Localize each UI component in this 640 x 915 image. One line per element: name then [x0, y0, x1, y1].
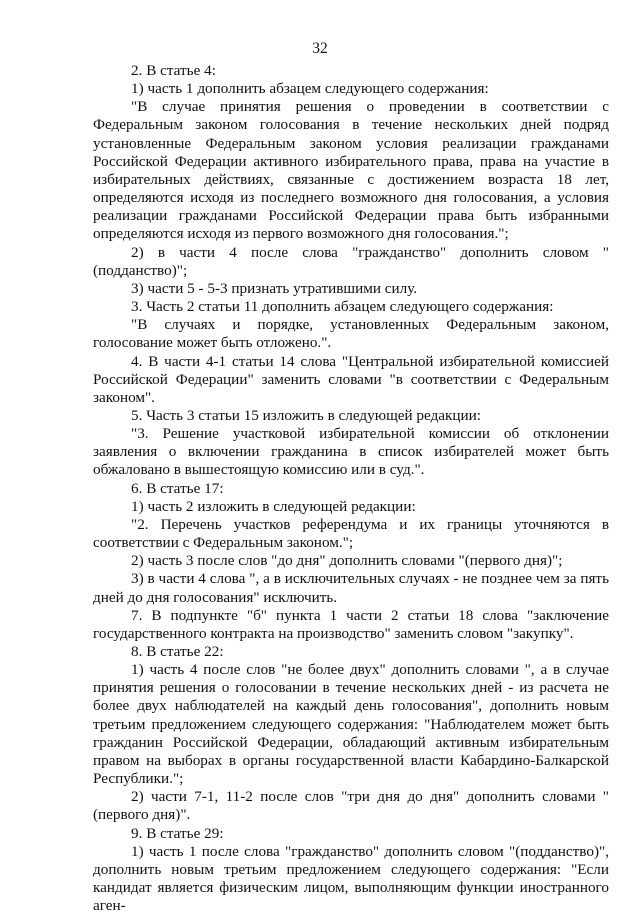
document-body [93, 62, 609, 915]
paragraph: 7. В подпункте "б" пункта 1 части 2 статьи 18 слова "заключение государственного контракта на производство" заменить словом "закупку". [93, 606, 609, 642]
paragraph: 2) части 7-1, 11-2 после слов "три дня до дня" дополнить словами "(первого дня)". [93, 788, 609, 824]
paragraph: "3. Решение участковой избирательной комиссии об отклонении заявления о включении гражданина в список избирателей может быть обжаловано в вышестоящую комиссию или в суд.". [93, 425, 609, 479]
paragraph: 9. В статье 29: [131, 824, 224, 842]
paragraph: 1) часть 2 изложить в следующей редакции: [131, 497, 416, 515]
paragraph: 1) часть 4 после слов "не более двух" дополнить словами ", а в случае принятия решения о голосовании в течение нескольких дней - из расчета не более двух наблюдателей на каждый день голосования", дополнить новым третьим предложением следующего содержания: "Наблюдателем может быть гражданин Российской Федерации, обладающий активным избирательным правом на выборах в органы государственной власти Кабардино-Балкарской Республики."; [93, 661, 609, 788]
paragraph: "2. Перечень участков референдума и их границы уточняются в соответствии с Федеральным законом."; [93, 515, 609, 552]
paragraph: 8. В статье 22: [131, 643, 224, 660]
paragraph: 3. Часть 2 статьи 11 дополнить абзацем следующего содержания: [131, 298, 554, 316]
paragraph: 4. В части 4-1 статьи 14 слова "Центральной избирательной комиссией Российской Федерации" заменить словами "в соответствии с Федеральным законом". [93, 352, 609, 406]
paragraph: "В случае принятия решения о проведении в соответствии с Федеральным законом голосования в течение нескольких дней подряд установленные Федеральным законом условия реализации гражданами Российской Федерации активного избирательного права, права на участие в избирательных действиях, связанные с достижением возраста 18 лет, определяются исходя из последнего возможного дня голосования, а условия реализации гражданами Российской Федерации права быть избранными определяются исходя из первого возможного дня голосования."; [93, 98, 609, 243]
paragraph: 6. В статье 17: [131, 479, 224, 497]
paragraph: 3) части 5 - 5-3 признать утратившими силу. [131, 279, 418, 297]
paragraph: 1) часть 1 дополнить абзацем следующего содержания: [131, 80, 489, 98]
page-number: 32 [312, 40, 328, 57]
paragraph: "В случаях и порядке, установленных Федеральным законом, голосование может быть отложено.". [93, 316, 609, 352]
paragraph: 5. Часть 3 статьи 15 изложить в следующей редакции: [131, 406, 482, 424]
paragraph: 2. В статье 4: [131, 62, 216, 79]
paragraph: 1) часть 1 после слова "гражданство" дополнить словом "(подданство)", дополнить новым третьим предложением следующего содержания: "Если кандидат является физическим лицом, выполняющим функции иностранного аген- [93, 842, 609, 915]
paragraph: 3) в части 4 слова ", а в исключительных случаях - не позднее чем за пять дней до дня голосования" исключить. [93, 570, 609, 606]
paragraph: 2) часть 3 после слов "до дня" дополнить словами "(первого дня)"; [131, 552, 563, 570]
paragraph: 2) в части 4 после слова "гражданство" дополнить словом "(подданство)"; [93, 243, 609, 279]
